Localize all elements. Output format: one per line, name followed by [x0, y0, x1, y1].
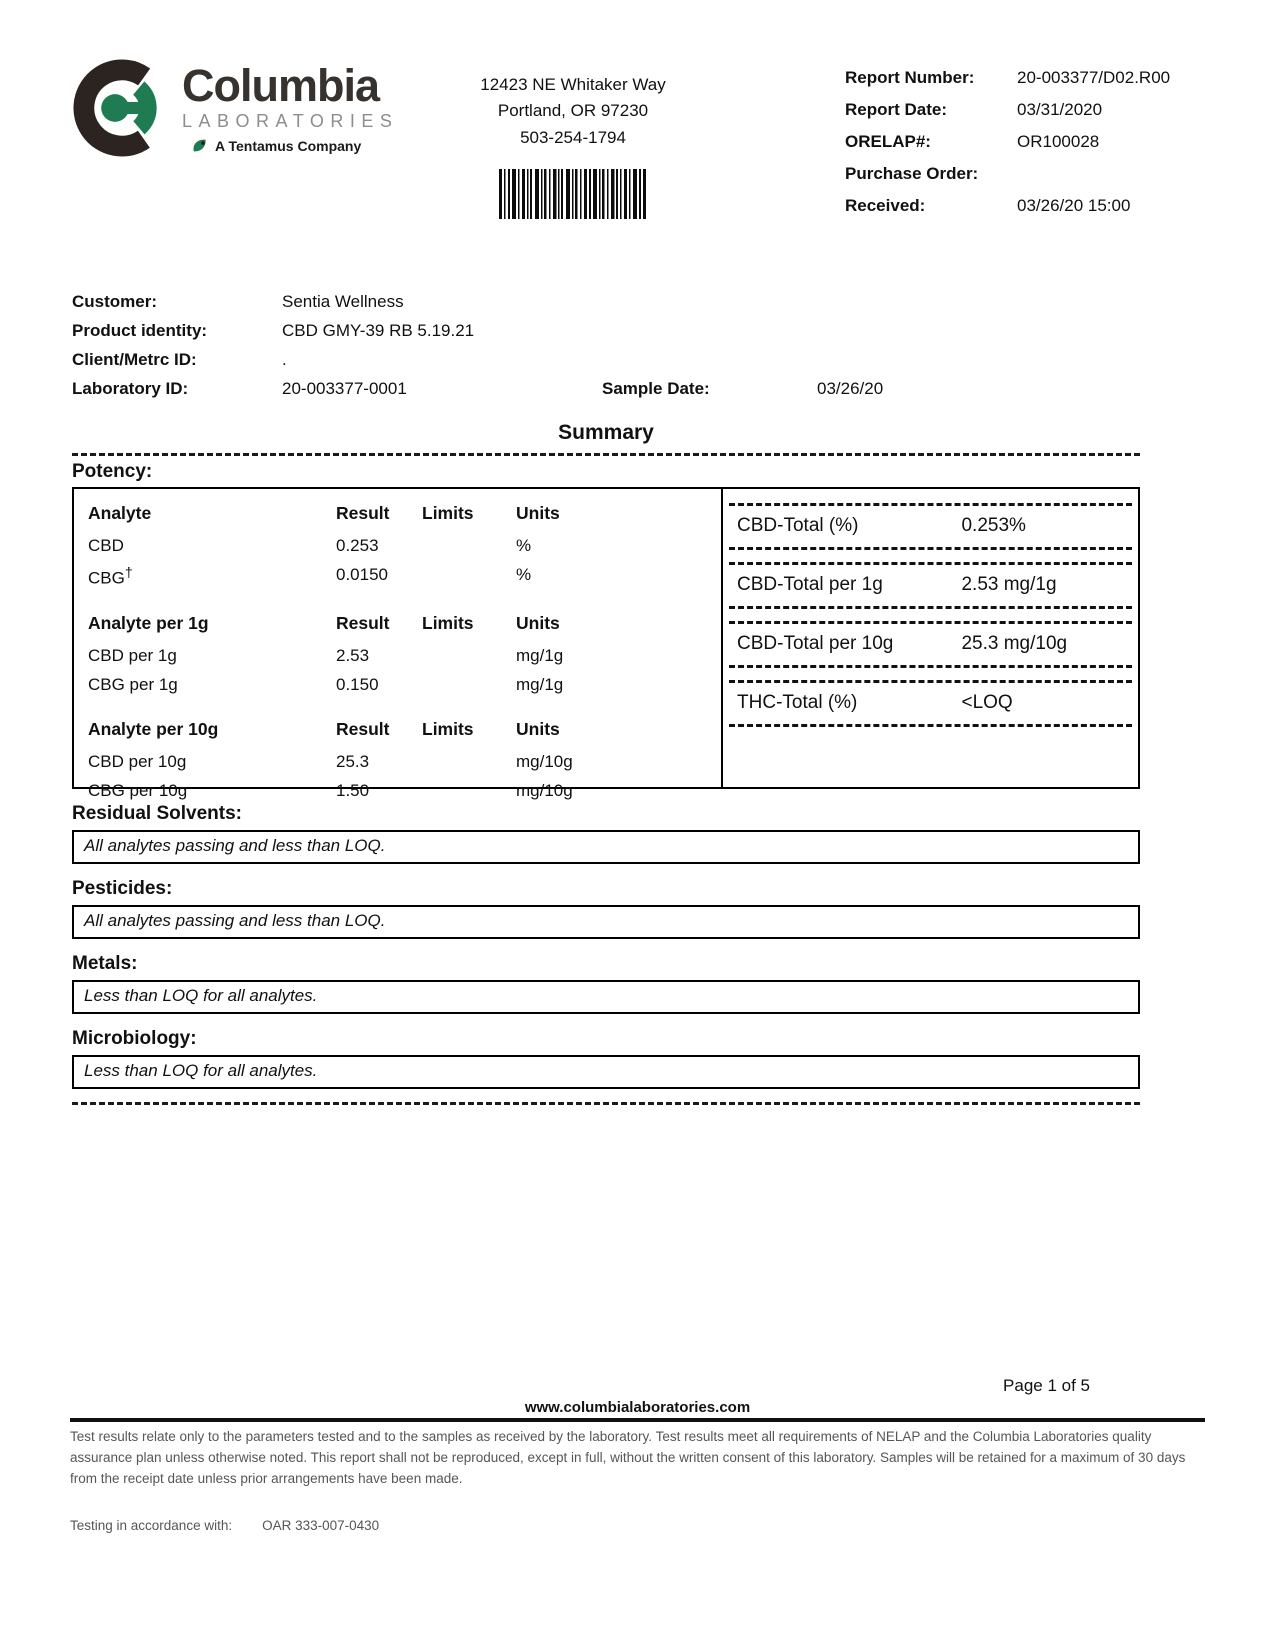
laboratory-id-value: 20-003377-0001 — [282, 379, 407, 398]
analyte-name: CBG† — [88, 565, 133, 588]
received-row — [845, 196, 1205, 216]
sample-date-label: Sample Date: — [602, 379, 710, 398]
col-analyte: Analyte — [88, 503, 152, 523]
col-limits: Limits — [422, 612, 474, 633]
potency-table — [74, 489, 723, 800]
client-metrc-label: Client/Metrc ID: — [72, 350, 197, 369]
laboratory-id-row — [72, 379, 1140, 399]
product-identity-row — [72, 321, 1140, 341]
residual-solvents-result: All analytes passing and less than LOQ. — [72, 830, 1140, 864]
analyte-limits — [422, 565, 516, 589]
col-limits: Limits — [422, 718, 474, 739]
potency-table-header — [88, 503, 721, 524]
product-identity-value: CBD GMY-39 RB 5.19.21 — [282, 321, 475, 340]
report-number-value: 20-003377/D02.R00 — [1017, 68, 1171, 87]
analyte-result: 0.150 — [336, 674, 379, 694]
col-units: Units — [516, 718, 560, 739]
logo-sub-text: LABORATORIES — [182, 110, 399, 131]
metals-result: Less than LOQ for all analytes. — [72, 980, 1140, 1014]
analyte-limits — [422, 646, 516, 666]
customer-row — [72, 292, 1140, 312]
metals-heading: Metals: — [72, 953, 138, 974]
col-units: Units — [516, 612, 560, 633]
analyte-units: mg/10g — [516, 751, 573, 771]
report-date-value: 03/31/2020 — [1017, 100, 1103, 119]
total-label: CBD-Total per 10g — [737, 633, 894, 654]
col-limits: Limits — [422, 503, 474, 523]
footer-rule — [70, 1418, 1205, 1422]
customer-label: Customer: — [72, 292, 158, 311]
analyte-units: % — [516, 565, 532, 584]
orelap-value: OR100028 — [1017, 132, 1100, 151]
columbia-c-logo-icon — [70, 56, 174, 160]
table-row — [88, 565, 721, 589]
col-analyte-per-10g: Analyte per 10g — [88, 718, 219, 739]
col-analyte-per-1g: Analyte per 1g — [88, 612, 209, 633]
analyte-limits — [422, 536, 516, 556]
total-label: CBD-Total per 1g — [737, 574, 883, 595]
sample-date-value: 03/26/20 — [817, 379, 884, 398]
received-value: 03/26/20 15:00 — [1017, 196, 1131, 215]
col-result: Result — [336, 718, 390, 739]
address-line-2: Portland, OR 97230 — [497, 101, 649, 121]
analyte-units: mg/10g — [516, 780, 573, 800]
pesticides-heading: Pesticides: — [72, 878, 173, 899]
logo-tagline-text: A Tentamus Company — [215, 137, 362, 154]
logo-brand-text: Columbia — [182, 59, 380, 111]
col-result: Result — [336, 503, 390, 523]
analyte-result: 0.253 — [336, 536, 379, 555]
analyte-name: CBD per 10g — [88, 751, 187, 771]
report-number-label: Report Number: — [845, 68, 975, 87]
tentamus-leaf-icon — [192, 138, 209, 153]
analyte-units: % — [516, 536, 532, 555]
analyte-units: mg/1g — [516, 674, 564, 694]
cbd-total-per-1g-row — [729, 562, 1132, 609]
accordance-label: Testing in accordance with: — [70, 1517, 233, 1533]
analyte-limits — [422, 675, 516, 695]
table-row — [88, 536, 721, 556]
total-label: CBD-Total (%) — [737, 515, 859, 536]
analyte-result: 2.53 — [336, 645, 370, 665]
col-units: Units — [516, 503, 560, 523]
analyte-limits — [422, 752, 516, 772]
summary-divider — [72, 453, 1140, 456]
analyte-units: mg/1g — [516, 645, 564, 665]
potency-table-header — [88, 719, 721, 740]
orelap-row — [845, 132, 1205, 152]
dagger-footnote-mark: † — [124, 565, 133, 581]
potency-panel — [72, 487, 1140, 800]
lab-address-block — [423, 56, 723, 228]
laboratory-id-label: Laboratory ID: — [72, 379, 189, 398]
potency-heading: Potency: — [72, 461, 153, 482]
barcode-image — [499, 169, 647, 219]
analyte-name: CBG per 1g — [88, 674, 178, 694]
analyte-name: CBG per 10g — [88, 780, 188, 800]
website-link[interactable]: www.columbialaboratories.com — [524, 1399, 751, 1416]
orelap-label: ORELAP#: — [845, 132, 931, 151]
product-identity-label: Product identity: — [72, 321, 208, 340]
table-row — [88, 646, 721, 666]
cbd-total-percent-row — [729, 503, 1132, 550]
report-header — [0, 0, 1275, 228]
analyte-limits — [422, 781, 516, 801]
client-metrc-value: . — [282, 350, 287, 369]
logo-tagline — [192, 138, 398, 154]
disclaimer-text: Test results relate only to the parameters tested and to the samples as received by the laboratory. Test results meet all requirements of NELAP and the Columbia Laboratories quality assurance plan unless otherwise noted. This report shall not be reproduced, except in full, without the written consent of this laboratory. Samples will be retained for a maximum of 30 days from the receipt date unless prior arrangements have been made. — [70, 1429, 1186, 1486]
report-footer — [70, 1376, 1205, 1533]
total-value: 2.53 mg/1g — [961, 574, 1057, 595]
analyte-result: 0.0150 — [336, 565, 388, 584]
purchase-order-row — [845, 164, 1205, 184]
client-metrc-row — [72, 350, 1140, 370]
residual-solvents-heading: Residual Solvents: — [72, 803, 242, 824]
thc-total-percent-row — [729, 680, 1132, 727]
report-date-label: Report Date: — [845, 100, 948, 119]
customer-value: Sentia Wellness — [282, 292, 404, 311]
report-date-row — [845, 100, 1205, 120]
analyte-result: 25.3 — [336, 751, 370, 771]
potency-table-header — [88, 613, 721, 634]
summary-title: Summary — [558, 421, 654, 444]
page-number: Page 1 of 5 — [1003, 1376, 1090, 1395]
table-row — [88, 675, 721, 695]
microbiology-result: Less than LOQ for all analytes. — [72, 1055, 1140, 1089]
total-value: 0.253% — [961, 515, 1026, 536]
accordance-row — [70, 1518, 1205, 1533]
pesticides-result: All analytes passing and less than LOQ. — [72, 905, 1140, 939]
purchase-order-label: Purchase Order: — [845, 164, 979, 183]
address-line-1: 12423 NE Whitaker Way — [480, 75, 666, 94]
accordance-value: OAR 333-007-0430 — [262, 1517, 380, 1533]
table-row — [88, 781, 721, 801]
col-result: Result — [336, 612, 390, 633]
address-line-3: 503-254-1794 — [520, 127, 626, 147]
analyte-result: 1.50 — [336, 780, 370, 800]
columbia-logo — [70, 56, 415, 228]
microbiology-heading: Microbiology: — [72, 1028, 197, 1049]
total-value: <LOQ — [961, 692, 1013, 713]
potency-totals-panel — [723, 489, 1138, 787]
total-label: THC-Total (%) — [737, 692, 858, 713]
received-label: Received: — [845, 196, 926, 215]
cbd-total-per-10g-row — [729, 621, 1132, 668]
analyte-name: CBD per 1g — [88, 645, 177, 665]
analyte-name: CBD — [88, 536, 124, 555]
customer-block — [72, 292, 1140, 399]
report-number-row — [845, 68, 1205, 88]
table-row — [88, 752, 721, 772]
total-value: 25.3 mg/10g — [961, 633, 1068, 654]
report-meta-block — [845, 56, 1205, 228]
bottom-divider — [72, 1102, 1140, 1105]
